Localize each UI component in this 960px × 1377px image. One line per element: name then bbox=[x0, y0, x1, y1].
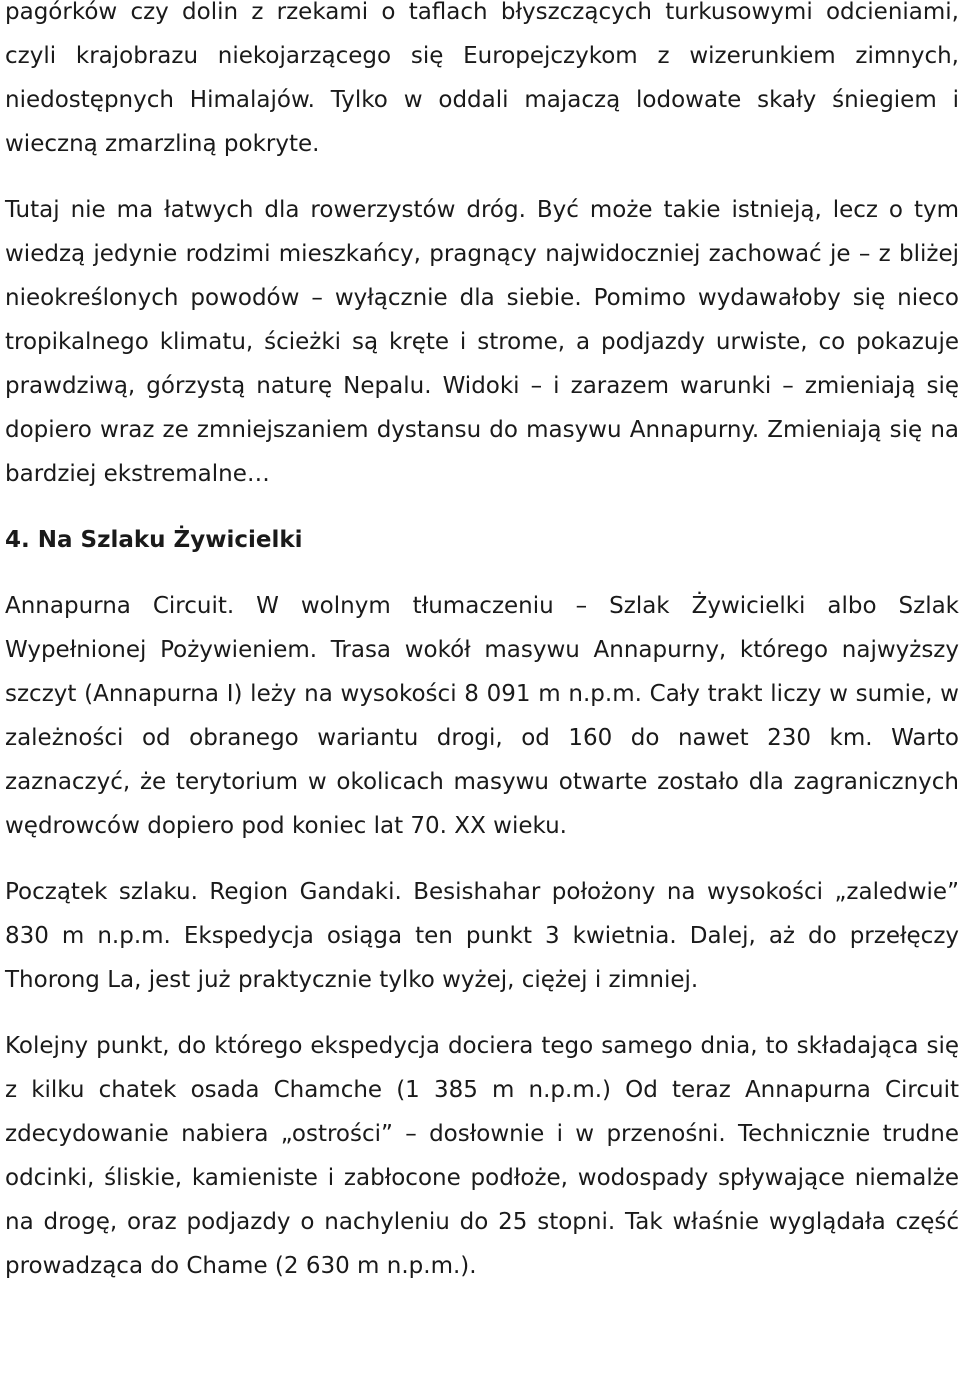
section-heading: 4. Na Szlaku Żywicielki bbox=[5, 527, 303, 553]
paragraph-chamche: Kolejny punkt, do którego ekspedycja dociera tego samego dnia, to składająca się z kilku chatek osada Chamche (1 385 m n.p.m.) Od teraz Annapurna Circuit zdecydowanie nabiera „ostrości” – dosłownie i w przenośni. Technicznie trudne odcinki, śliskie, kamieniste i zabłocone podłoże, wodospady spływające niemalże na drogę, oraz podjazdy o nachyleniu do 25 stopni. Tak właśnie wyglądała część prowadząca do Chame (2 630 m n.p.m.). bbox=[5, 1033, 959, 1279]
paragraph-himalaya-landscape: pagórków czy dolin z rzekami o taflach błyszczących turkusowymi odcieniami, czyli krajobrazu niekojarzącego się Europejczykom z wizerunkiem zimnych, niedostępnych Himalajów. Tylko w oddali majaczą lodowate skały śniegiem i wieczną zmarzliną pokryte. bbox=[5, 0, 959, 157]
paragraph-annapurna-circuit: Annapurna Circuit. W wolnym tłumaczeniu – Szlak Żywicielki albo Szlak Wypełnionej Pożywieniem. Trasa wokół masywu Annapurny, którego najwyższy szczyt (Annapurna I) leży na wysokości 8 091 m n.p.m. Cały trakt liczy w sumie, w zależności od obranego wariantu drogi, od 160 do nawet 230 km. Warto zaznaczyć, że terytorium w okolicach masywu otwarte zostało dla zagranicznych wędrowców dopiero pod koniec lat 70. XX wieku. bbox=[5, 593, 959, 839]
document-page bbox=[5, 0, 959, 1288]
paragraph-roads-nepal: Tutaj nie ma łatwych dla rowerzystów dróg. Być może takie istnieją, lecz o tym wiedzą jedynie rodzimi mieszkańcy, pragnący najwidoczniej zachować je – z bliżej nieokreślonych powodów – wyłącznie dla siebie. Pomimo wydawałoby się nieco tropikalnego klimatu, ścieżki są kręte i strome, a podjazdy urwiste, co pokazuje prawdziwą, górzystą naturę Nepalu. Widoki – i zarazem warunki – zmieniają się dopiero wraz ze zmniejszaniem dystansu do masywu Annapurny. Zmieniają się na bardziej ekstremalne… bbox=[5, 197, 959, 487]
paragraph-trail-start: Początek szlaku. Region Gandaki. Besishahar położony na wysokości „zaledwie” 830 m n.p.m. Ekspedycja osiąga ten punkt 3 kwietnia. Dalej, aż do przełęczy Thorong La, jest już praktycznie tylko wyżej, ciężej i zimniej. bbox=[5, 879, 959, 993]
